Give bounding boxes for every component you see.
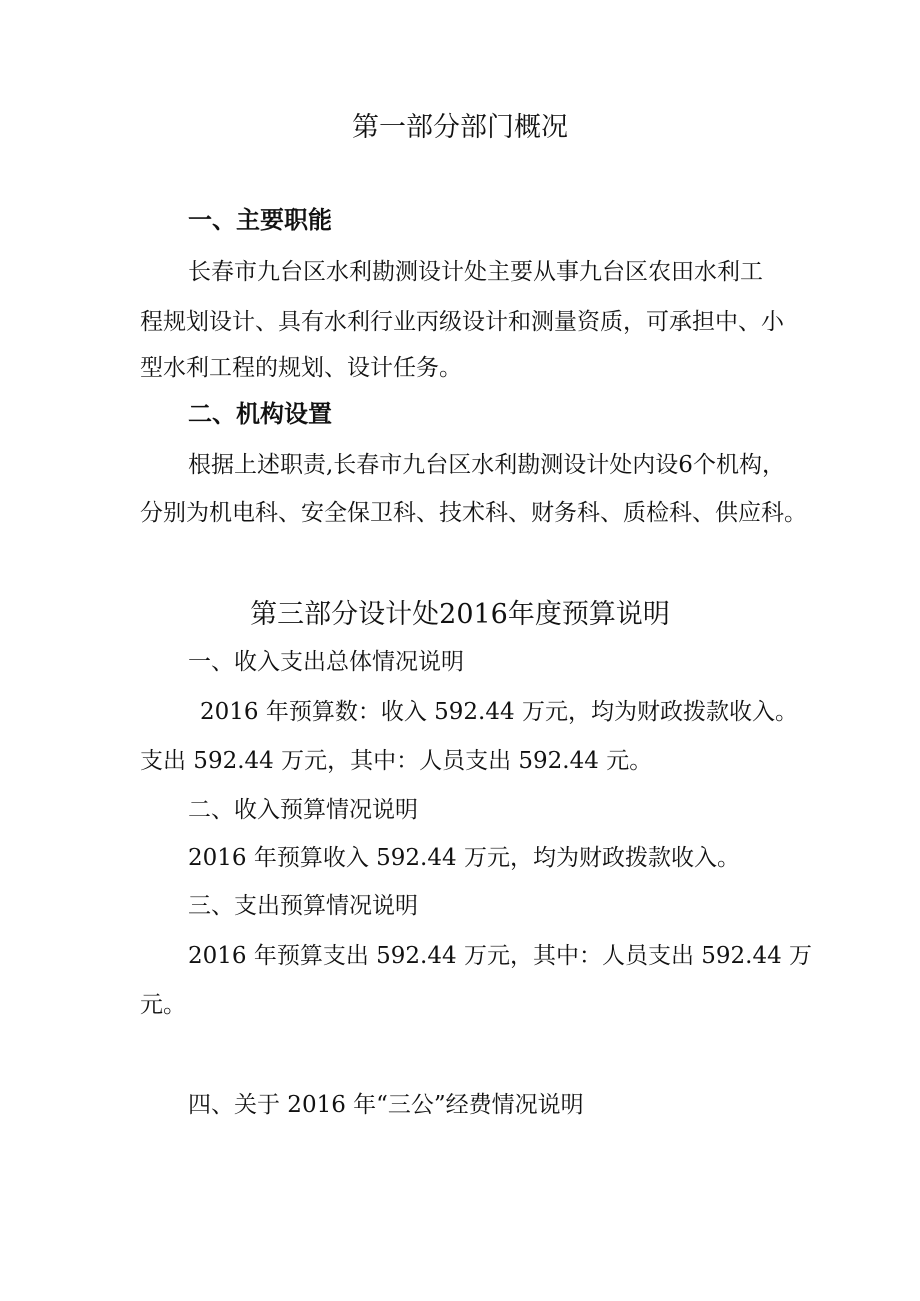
section-heading-organization: 二、机构设置 [188,400,332,428]
subsection-heading-overview: 一、收入支出总体情况说明 [188,649,464,675]
subsection-heading-expenditure: 三、支出预算情况说明 [188,893,418,919]
part3-title: 第三部分设计处2016年度预算说明 [250,599,670,630]
subsection-heading-income: 二、收入预算情况说明 [188,797,418,823]
paragraph-line: 型水利工程的规划、设计任务。 [140,355,462,381]
paragraph-line: 2016 年预算数：收入 592.44 万元，均为财政拨款收入。 [200,699,798,725]
part1-title: 第一部分部门概况 [352,112,568,143]
subsection-heading-three-public: 四、关于 2016 年“三公”经费情况说明 [188,1092,584,1118]
paragraph-line: 2016 年预算支出 592.44 万元，其中：人员支出 592.44 万 [188,943,813,969]
paragraph-line: 2016 年预算收入 592.44 万元，均为财政拨款收入。 [188,845,740,871]
paragraph-line: 支出 592.44 万元，其中：人员支出 592.44 元。 [140,748,653,774]
paragraph-line: 程规划设计、具有水利行业丙级设计和测量资质，可承担中、小 [140,309,784,335]
paragraph-line [188,257,782,287]
paragraph-line: 元。 [140,992,186,1018]
paragraph-line: 根据上述职责,长春市九台区水利勘测设计处内设6个机构， [188,452,785,478]
section-heading-main-functions: 一、主要职能 [188,206,332,234]
paragraph-text: 长春市九台区水利勘测设计处主要从事九台区农田水利工 [188,259,763,285]
paragraph-line: 分别为机电科、安全保卫科、技术科、财务科、质检科、供应科。 [140,500,807,526]
